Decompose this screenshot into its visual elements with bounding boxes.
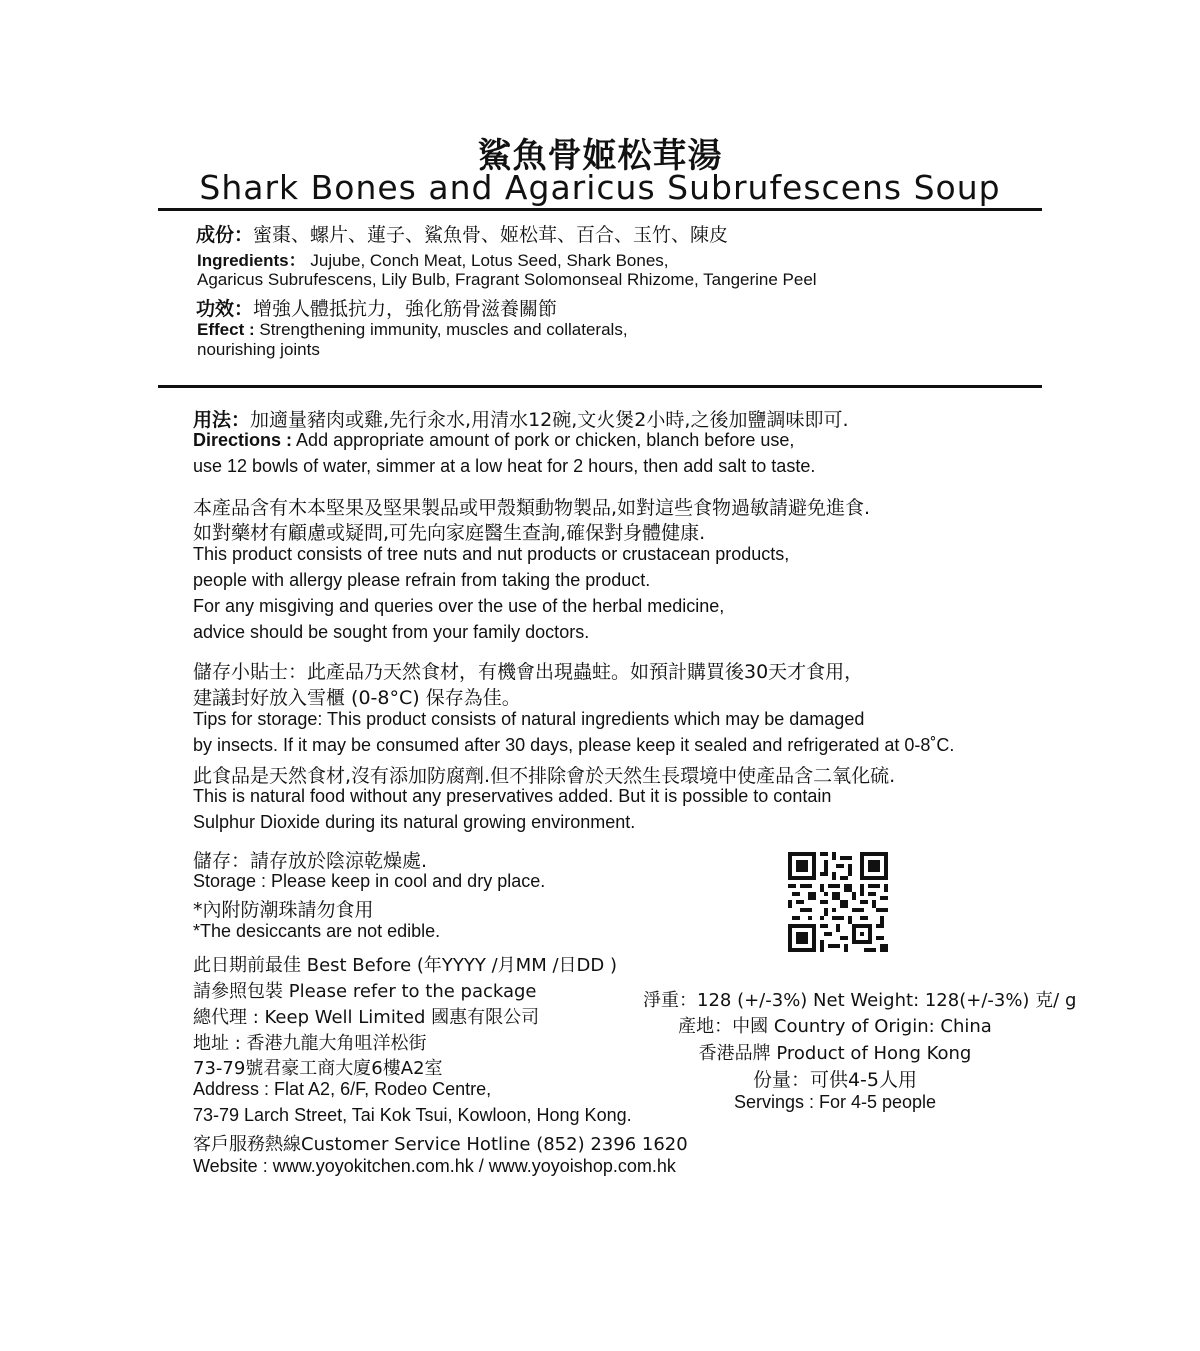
desiccant-en: *The desiccants are not edible. [193, 921, 441, 941]
allergy-zh-line2: 如對藥材有顧慮或疑問,可先向家庭醫生查詢,確保對身體健康. [193, 522, 706, 544]
address-en-line2: 73-79 Larch Street, Tai Kok Tsui, Kowloon, Hong Kong. [193, 1105, 632, 1125]
address-zh-line1: 地址 : 香港九龍大角咀洋松街 [193, 1033, 427, 1054]
directions-zh [193, 405, 848, 432]
effect-en-line2: nourishing joints [197, 340, 320, 359]
storage-tips-en-line3: This is natural food without any preservatives added. But it is possible to contain [193, 786, 832, 806]
directions-zh-label: 用法： [193, 409, 251, 431]
ingredients-en [197, 246, 669, 271]
effect-en-label: Effect : [197, 320, 255, 339]
effect-en [197, 320, 628, 340]
best-before: 此日期前最佳 Best Before (年YYYY /月MM /日DD ) [193, 955, 617, 976]
storage-tips-zh-line2: 建議封好放入雪櫃 (0-8°C) 保存為佳。 [193, 687, 521, 709]
storage-tips-zh-line3: 此食品是天然食材,沒有添加防腐劑.但不排除會於天然生長環境中使產品含二氧化硫. [193, 765, 896, 787]
storage-zh: 儲存：請存放於陰涼乾燥處. [193, 850, 428, 872]
ingredients-en-line1: Jujube, Conch Meat, Lotus Seed, Shark Bones, [310, 251, 669, 270]
storage-tips-en-line4: Sulphur Dioxide during its natural growing environment. [193, 812, 636, 832]
directions-en-label: Directions : [193, 430, 293, 450]
effect-zh-label: 功效： [196, 298, 254, 320]
desiccant-zh: *內附防潮珠請勿食用 [193, 899, 374, 921]
storage-tips-zh-line1: 儲存小貼士：此產品乃天然食材，有機會出現蟲蛀。如預計購買後30天才食用， [193, 661, 864, 683]
allergy-en-line4: advice should be sought from your family doctors. [193, 622, 590, 642]
effect-zh [196, 294, 557, 321]
servings-en: Servings : For 4-5 people [733, 1092, 937, 1112]
net-weight: 淨重：128 (+/-3%) Net Weight: 128(+/-3%) 克/ g [643, 990, 1077, 1011]
product-title-en: Shark Bones and Agaricus Subrufescens Soup [199, 168, 1001, 207]
directions-en-line2: use 12 bowls of water, simmer at a low heat for 2 hours, then add salt to taste. [193, 456, 816, 476]
directions-en-line1: Add appropriate amount of pork or chicken, blanch before use, [296, 430, 795, 450]
effect-zh-text: 增強人體抵抗力，強化筋骨滋養關節 [253, 298, 558, 320]
product-title-zh: 鯊魚骨姬松茸湯 [477, 136, 723, 176]
refer-package: 請參照包裝 Please refer to the package [193, 981, 537, 1002]
allergy-en-line3: For any misgiving and queries over the use of the herbal medicine, [193, 596, 725, 616]
agent: 總代理 : Keep Well Limited 國惠有限公司 [193, 1007, 540, 1028]
address-zh-line2: 73-79號君豪工商大廈6樓A2室 [193, 1058, 443, 1079]
allergy-zh-line1: 本產品含有木本堅果及堅果製品或甲殼類動物製品,如對這些食物過敏請避免進食. [193, 497, 871, 519]
ingredients-zh-label: 成份： [196, 224, 254, 246]
directions-en [193, 430, 794, 451]
country-of-origin: 產地：中國 Country of Origin: China [678, 1016, 992, 1037]
section-divider [158, 385, 1042, 388]
title-divider [158, 208, 1042, 211]
allergy-en-line1: This product consists of tree nuts and nut products or crustacean products, [193, 544, 790, 564]
ingredients-zh [196, 220, 728, 247]
directions-zh-text: 加適量豬肉或雞,先行汆水,用清水12碗,文火煲2小時,之後加鹽調味即可. [250, 409, 849, 431]
qr-code-icon [788, 852, 888, 952]
allergy-en-line2: people with allergy please refrain from taking the product. [193, 570, 651, 590]
website: Website : www.yoyokitchen.com.hk / www.yoyoishop.com.hk [193, 1156, 676, 1176]
ingredients-en-line2: Agaricus Subrufescens, Lily Bulb, Fragrant Solomonseal Rhizome, Tangerine Peel [197, 270, 817, 289]
ingredients-zh-text: 蜜棗、螺片、蓮子、鯊魚骨、姬松茸、百合、玉竹、陳皮 [253, 224, 729, 246]
effect-en-line1: Strengthening immunity, muscles and collaterals, [259, 320, 628, 339]
storage-en: Storage : Please keep in cool and dry place. [193, 871, 546, 891]
ingredients-en-label: Ingredients： [197, 251, 306, 270]
customer-hotline: 客戶服務熱線Customer Service Hotline (852) 2396 1620 [193, 1134, 688, 1155]
storage-tips-en-line1: Tips for storage: This product consists of natural ingredients which may be damaged [193, 709, 865, 729]
address-en-line1: Address : Flat A2, 6/F, Rodeo Centre, [193, 1079, 492, 1099]
storage-tips-en-line2: by insects. If it may be consumed after 30 days, please keep it sealed and refrigerated at 0-8˚C. [193, 735, 955, 755]
servings-zh: 份量：可供4-5人用 [752, 1069, 918, 1091]
product-of-hong-kong: 香港品牌 Product of Hong Kong [698, 1043, 972, 1064]
